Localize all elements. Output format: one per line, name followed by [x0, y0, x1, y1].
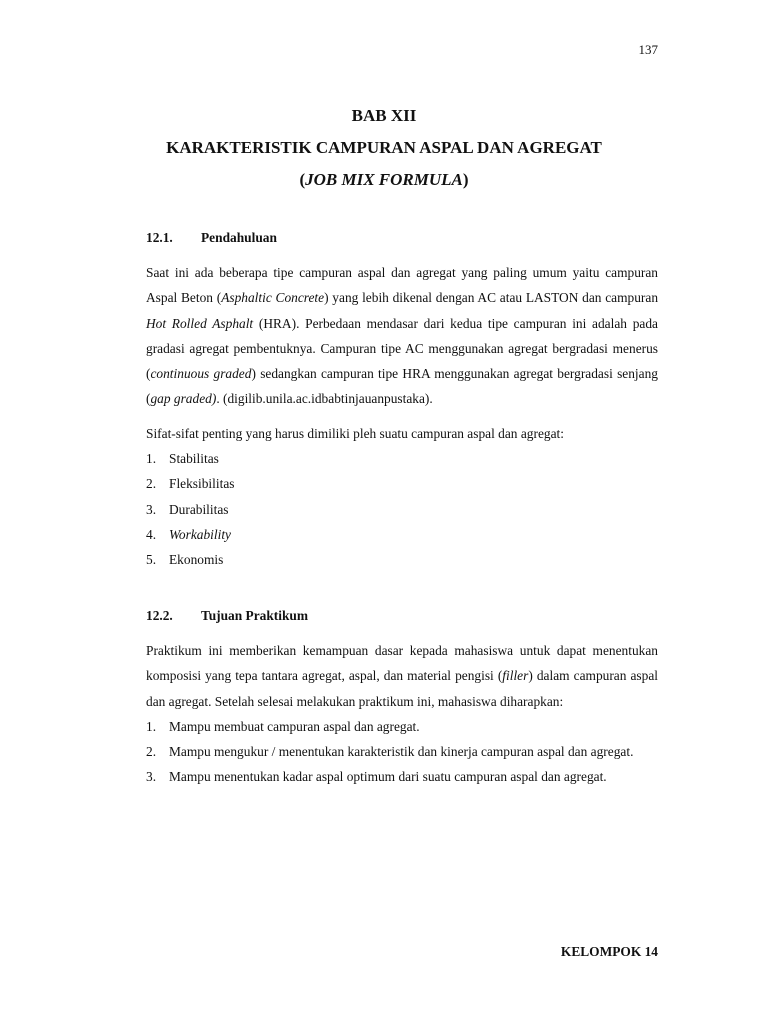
- objective-item: [146, 714, 658, 739]
- list-marker: 3.: [146, 769, 157, 785]
- chapter-subtitle: [0, 164, 768, 196]
- list-text: Workability: [169, 526, 231, 542]
- footer-group-label: KELOMPOK 14: [560, 944, 658, 959]
- list-marker: 5.: [146, 552, 157, 568]
- objective-item: [146, 739, 658, 764]
- text-run: Praktikum ini memberikan kemampuan dasar kepada mahasiswa untuk dapat menentukan komposisi yang tepa tantara agregat, aspal, dan material pengisi (: [146, 643, 658, 684]
- section-title: Pendahuluan: [201, 230, 277, 245]
- list-marker: 1.: [146, 451, 157, 467]
- chapter-title-block: [0, 100, 768, 196]
- list-marker: 2.: [146, 744, 157, 760]
- properties-intro: Sifat-sifat penting yang harus dimiliki pleh suatu campuran aspal dan agregat:: [146, 425, 564, 441]
- list-marker: 3.: [146, 501, 157, 517]
- italic-term: continuous graded: [150, 366, 252, 382]
- section-title: Tujuan Praktikum: [201, 608, 309, 623]
- list-marker: 4.: [146, 526, 157, 542]
- text-run: . (digilib.unila.ac.idbabtinjauanpustaka).: [216, 391, 433, 407]
- chapter-label: BAB XII: [351, 106, 417, 125]
- text-run: ) yang lebih dikenal dengan AC atau LASTON dan campuran: [324, 290, 659, 306]
- section-number: 12.2.: [146, 608, 173, 623]
- text-run: ) sedangkan campuran tipe HRA menggunakan agregat bergradasi senjang (: [146, 366, 658, 407]
- property-item: [146, 471, 658, 496]
- property-item: [146, 497, 658, 522]
- italic-term: filler: [502, 668, 529, 684]
- section-2-body: [146, 638, 658, 790]
- objectives-list: [146, 714, 658, 790]
- list-text: Mampu membuat campuran aspal dan agregat.: [169, 718, 420, 734]
- section-heading-2: [146, 608, 308, 624]
- properties-list: [146, 446, 658, 572]
- intro-paragraph: [146, 260, 658, 412]
- objective-item: [146, 764, 658, 789]
- section-1-body: [146, 260, 658, 573]
- list-marker: 2.: [146, 476, 157, 492]
- text-run: Saat ini ada beberapa tipe campuran aspal dan agregat yang paling umum yaitu campuran Aspal Beton (: [146, 265, 658, 306]
- property-item: [146, 446, 658, 471]
- subtitle-italic: JOB MIX FORMULA: [305, 170, 463, 189]
- subtitle-close-paren: ): [462, 170, 469, 189]
- subtitle-open-paren: (: [299, 170, 306, 189]
- list-text: Durabilitas: [169, 501, 229, 517]
- section-heading-1: [146, 230, 277, 246]
- text-run: ) dalam campuran aspal dan agregat. Setelah selesai melakukan praktikum ini, mahasiswa diharapkan:: [146, 668, 658, 709]
- list-text: Mampu mengukur / menentukan karakteristik dan kinerja campuran aspal dan agregat.: [169, 744, 634, 760]
- list-text: Mampu menentukan kadar aspal optimum dari suatu campuran aspal dan agregat.: [169, 769, 607, 785]
- italic-term: Asphaltic Concrete: [221, 290, 325, 306]
- section-number: 12.1.: [146, 230, 173, 245]
- list-text: Stabilitas: [169, 451, 219, 467]
- list-text: Ekonomis: [169, 552, 224, 568]
- chapter-title: KARAKTERISTIK CAMPURAN ASPAL DAN AGREGAT: [166, 138, 602, 157]
- text-run: (HRA). Perbedaan mendasar dari kedua tipe campuran ini adalah pada gradasi agregat pembentuknya. Campuran tipe AC menggunakan agregat bergradasi menerus (: [146, 315, 658, 382]
- list-marker: 1.: [146, 718, 157, 734]
- property-item: [146, 547, 658, 572]
- objectives-paragraph: [146, 638, 658, 714]
- property-item: [146, 522, 658, 547]
- page-number: 137: [638, 42, 658, 57]
- list-text: Fleksibilitas: [169, 476, 235, 492]
- italic-term: Hot Rolled Asphalt: [146, 315, 254, 331]
- italic-term: gap graded): [150, 391, 217, 407]
